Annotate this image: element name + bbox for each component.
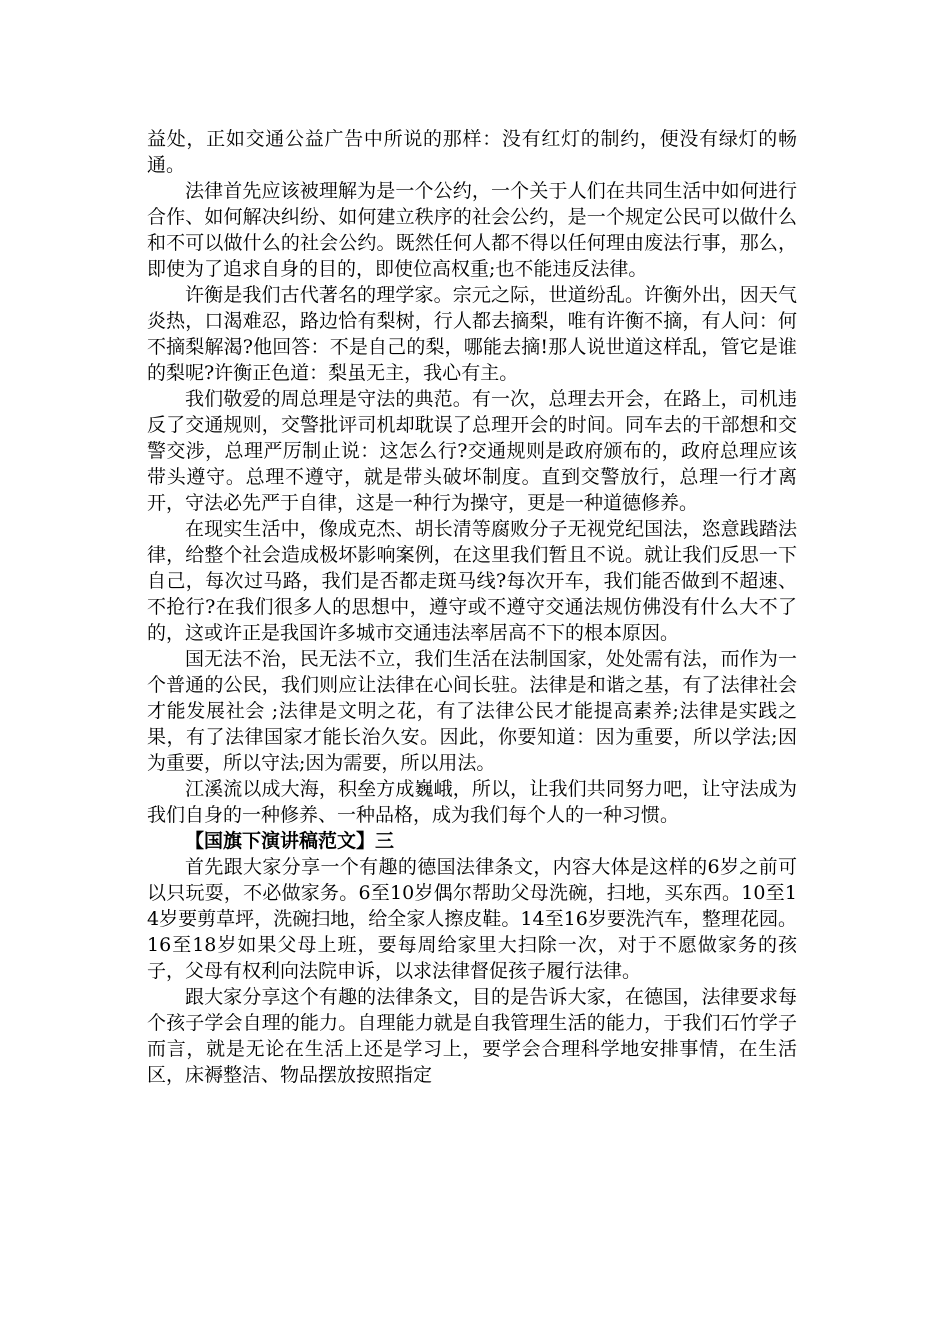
- paragraph-rule-of-law: 国无法不治，民无法不立，我们生活在法制国家，处处需有法，而作为一个普通的公民，我们则应让法律在心间长驻。法律是和谐之基，有了法律社会才能发展社会 ;法律是文明之花，有了法律公民才能提高素养;法律是实践之果，有了法律国家才能长治久安。因此，你要知道：因为重要，所以学法;因为重要，所以守法;因为需要，所以用法。: [147, 648, 797, 774]
- paragraph-self-care: 跟大家分享这个有趣的法律条文，目的是告诉大家，在德国，法律要求每个孩子学会自理的能力。自理能力就是自我管理生活的能力，于我们石竹学子而言，就是无论在生活上还是学习上，要学会合理科学地安排事情，在生活区，床褥整洁、物品摆放按照指定: [147, 986, 797, 1086]
- paragraph-law-as-contract: 法律首先应该被理解为是一个公约，一个关于人们在共同生活中如何进行合作、如何解决纠纷、如何建立秩序的社会公约，是一个规定公民可以做什么和不可以做什么的社会公约。既然任何人都不得以任何理由废法行事，那么，即使为了追求自身的目的，即使位高权重;也不能违反法律。: [147, 180, 797, 280]
- paragraph-xu-heng: 许衡是我们古代著名的理学家。宗元之际，世道纷乱。许衡外出，因天气炎热，口渴难忍，路边恰有梨树，行人都去摘梨，唯有许衡不摘，有人问：何不摘梨解渴?他回答：不是自己的梨，哪能去摘!那人说世道这样乱，管它是谁的梨呢?许衡正色道：梨虽无主，我心有主。: [147, 284, 797, 384]
- paragraph-continued: 益处，正如交通公益广告中所说的那样：没有红灯的制约，便没有绿灯的畅通。: [147, 128, 797, 176]
- document-page: [147, 126, 797, 1088]
- paragraph-premier-zhou: 我们敬爱的周总理是守法的典范。有一次，总理去开会，在路上，司机违反了交通规则，交警批评司机却耽误了总理开会的时间。同车去的干部想和交警交涉，总理严厉制止说：这怎么行?交通规则是政府颁布的，政府总理应该带头遵守。总理不遵守，就是带头破坏制度。直到交警放行，总理一行才离开，守法必先严于自律，这是一种行为操守，更是一种道德修养。: [147, 388, 797, 514]
- section-heading: 【国旗下演讲稿范文】三: [185, 830, 395, 852]
- paragraph-german-law: 首先跟大家分享一个有趣的德国法律条文，内容大体是这样的6岁之前可以只玩耍，不必做家务。6至10岁偶尔帮助父母洗碗，扫地，买东西。10至14岁要剪草坪，洗碗扫地，给全家人擦皮鞋。14至16岁要洗汽车，整理花园。16至18岁如果父母上班，要每周给家里大扫除一次，对于不愿做家务的孩子，父母有权利向法院申诉，以求法律督促孩子履行法律。: [147, 856, 797, 982]
- paragraph-reality: 在现实生活中，像成克杰、胡长清等腐败分子无视党纪国法，恣意践踏法律，给整个社会造成极坏影响案例，在这里我们暂且不说。就让我们反思一下自己，每次过马路，我们是否都走斑马线?每次开车，我们能否做到不超速、不抢行?在我们很多人的思想中，遵守或不遵守交通法规仿佛没有什么大不了的，这或许正是我国许多城市交通违法率居高不下的根本原因。: [147, 518, 797, 644]
- paragraph-conclusion: 江溪流以成大海，积垒方成巍峨，所以，让我们共同努力吧，让守法成为我们自身的一种修养、一种品格，成为我们每个人的一种习惯。: [147, 778, 797, 826]
